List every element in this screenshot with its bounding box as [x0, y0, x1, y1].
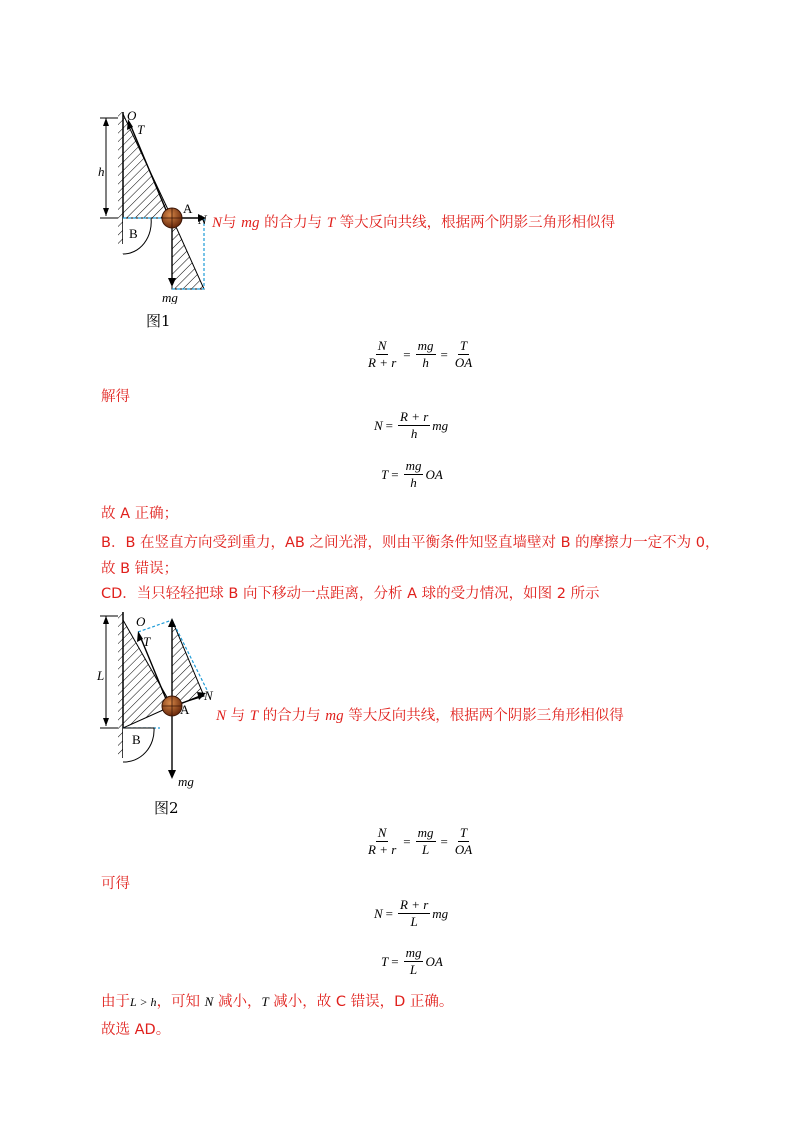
label-mg: mg: [162, 290, 178, 304]
text-jiede: 解得: [101, 389, 130, 405]
label-n: N: [198, 212, 207, 227]
text-answer: 故选 AD。: [101, 1022, 171, 1038]
equation-5: N = $\frac{R + r}{L}$ mg: [374, 897, 449, 929]
fig1-caption: 图1: [146, 312, 171, 330]
text-b-line1: B．B 在竖直方向受到重力，AB 之间光滑，则由平衡条件知竖直墙壁对 B 的摩擦力一定不为 0，: [101, 535, 720, 551]
label-o: O: [127, 108, 137, 123]
label-a: A: [180, 702, 190, 717]
equation-3: T = $\frac{mg}{h}$ OA: [381, 458, 443, 490]
fig2-caption: 图2: [154, 799, 179, 817]
label-t: T: [137, 122, 145, 137]
text-cd: CD．当只轻轻把球 B 向下移动一点距离，分析 A 球的受力情况，如图 2 所示: [101, 586, 600, 602]
fig2-note: N 与 T 的合力与 mg 等大反向共线，根据两个阴影三角形相似得: [216, 708, 624, 724]
label-a: A: [183, 201, 193, 216]
text-kede: 可得: [101, 876, 130, 892]
fig1-note: N与 mg 的合力与 T 等大反向共线，根据两个阴影三角形相似得: [212, 215, 616, 231]
label-mg: mg: [178, 774, 194, 789]
text-a-correct: 故 A 正确；: [101, 506, 179, 522]
figure-1: [96, 104, 216, 304]
text-b-line2: 故 B 错误；: [101, 561, 179, 577]
lower-shaded-triangle: [172, 218, 204, 289]
label-l: L: [97, 668, 105, 683]
label-n: N: [204, 688, 213, 703]
label-h: h: [98, 164, 105, 179]
label-b: B: [132, 732, 141, 747]
label-o: O: [136, 614, 146, 629]
label-b: B: [129, 226, 138, 241]
figure-2: [96, 606, 226, 796]
equation-6: T = $\frac{mg}{L}$ OA: [381, 945, 443, 977]
equation-4: $\frac{N}{R + r}$ = $\frac{mg}{L}$ = $\frac{T}{OA}$: [368, 825, 473, 857]
text-conclusion: 由于L > h，可知 N 减小，T 减小，故 C 错误，D 正确。: [101, 994, 454, 1010]
equation-1: $\frac{N}{R + r}$ = $\frac{mg}{h}$ = $\frac{T}{OA}$: [368, 338, 473, 370]
label-t: T: [143, 634, 151, 649]
equation-2: N = $\frac{R + r}{h}$ mg: [374, 409, 449, 441]
